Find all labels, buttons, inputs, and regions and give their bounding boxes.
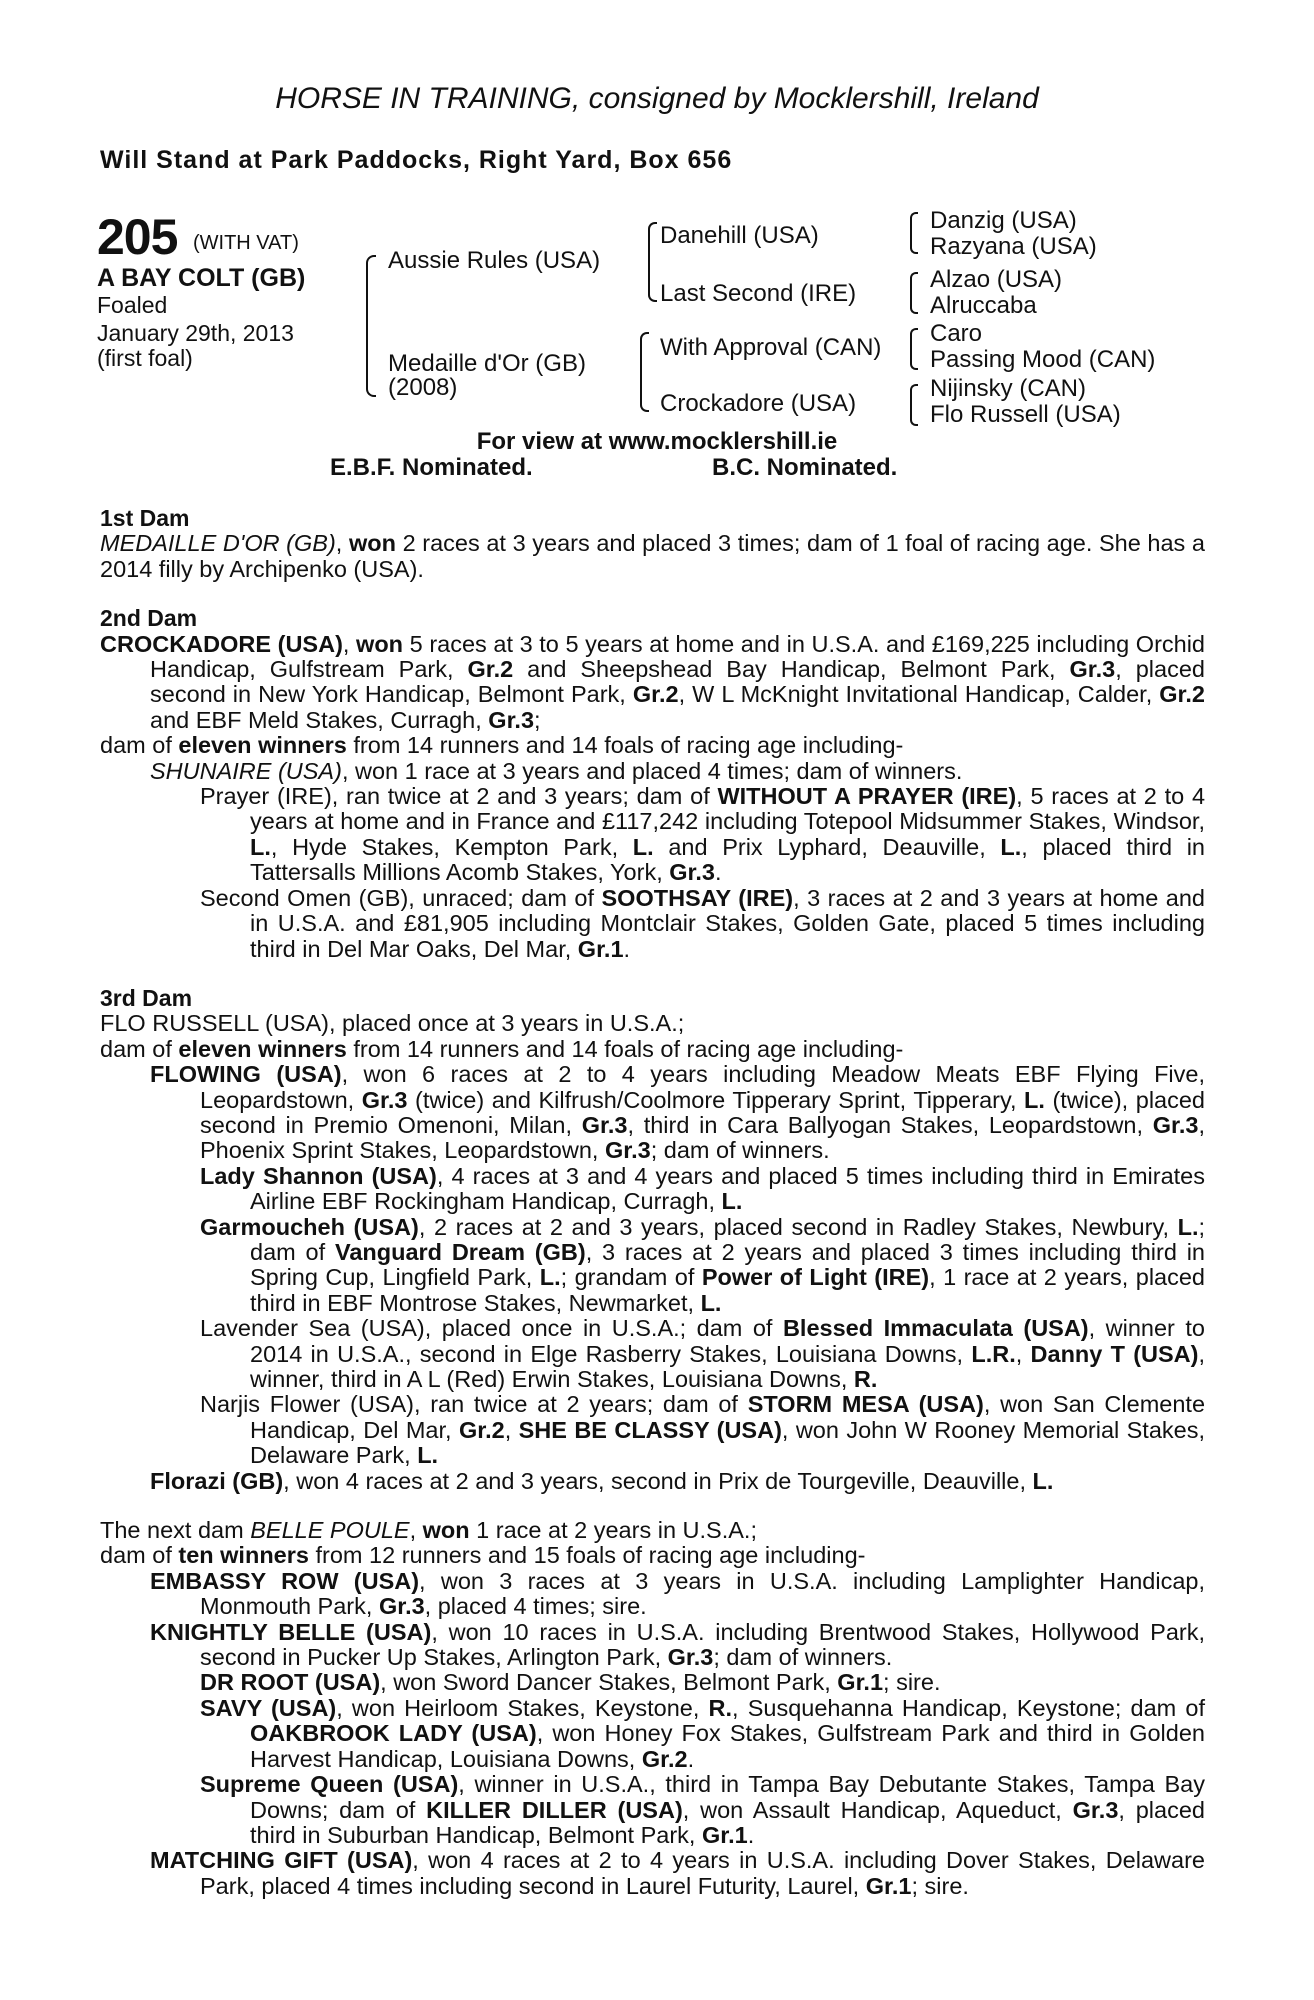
produce-prayer: Prayer (IRE), ran twice at 2 and 3 years; dam of WITHOUT A PRAYER (IRE), 5 races at 2 to 4 years at home and in France and £117,242 including Totepool Midsummer Stakes, Windsor, L., Hyde Stakes, Kempton Park, L. and Prix Lyphard, Deauville, L., placed third in Tattersalls Millions Acomb Stakes, York, Gr.3. — [200, 783, 1206, 886]
dam3-produce: dam of eleven winners from 14 runners and 14 foals of racing age including- — [100, 1035, 904, 1062]
foaled-label: Foaled — [97, 292, 168, 318]
produce-knightly-belle: KNIGHTLY BELLE (USA), won 10 races in U.S.A. including Brentwood Stakes, Hollywood Park, second in Pucker Up Stakes, Arlington Park, Gr.3; dam of winners. — [150, 1618, 1205, 1671]
brace-sire-parents — [648, 222, 657, 302]
brace-sire-dam — [366, 255, 376, 397]
lot-description: A BAY COLT (GB) — [97, 264, 306, 292]
pedigree-sire-sire: Danehill (USA) — [660, 222, 819, 249]
pedigree-sdd: Alruccaba — [930, 292, 1037, 319]
produce-savy: SAVY (USA), won Heirloom Stakes, Keystone, R., Susquehanna Handicap, Keystone; dam of OAKBROOK LADY (USA), won Honey Fox Stakes, Gulfstream Park and third in Golden Harvest Handicap, Louisiana Downs, Gr.2. — [200, 1694, 1205, 1772]
pedigree-dam-dam: Crockadore (USA) — [660, 390, 857, 417]
dam3-title: 3rd Dam — [100, 984, 193, 1011]
pedigree-notes — [100, 506, 1205, 1899]
pedigree-sire-dam: Last Second (IRE) — [660, 280, 857, 307]
produce-garmoucheh: Garmoucheh (USA), 2 races at 2 and 3 years, placed second in Radley Stakes, Newbury, L.; dam of Vanguard Dream (GB), 3 races at 2 years and placed 3 times including third in Spring Cup, Lingfield Park, L.; grandam of Power of Light (IRE), 1 race at 2 years, placed third in EBF Montrose Stakes, Newmarket, L. — [200, 1213, 1206, 1316]
pedigree-dss: Caro — [930, 320, 983, 347]
page-header: HORSE IN TRAINING, consigned by Mocklershill, Ireland — [275, 82, 1039, 115]
pedigree-dam-sire: With Approval (CAN) — [660, 334, 882, 361]
produce-embassy-row: EMBASSY ROW (USA), won 3 races at 3 years in U.S.A. including Lamplighter Handicap, Monmouth Park, Gr.3, placed 4 times; sire. — [150, 1567, 1205, 1620]
next-dam-produce: dam of ten winners from 12 runners and 15 foals of racing age including- — [100, 1542, 866, 1569]
vat-note: (WITH VAT) — [193, 232, 299, 254]
pedigree-ssd: Razyana (USA) — [930, 233, 1097, 260]
produce-second-omen: Second Omen (GB), unraced; dam of SOOTHSAY (IRE), 3 races at 2 and 3 years at home and in U.S.A. and £81,905 including Montclair Stakes, Golden Gate, placed 5 times including third in Del Mar Oaks, Del Mar, Gr.1. — [200, 884, 1205, 962]
pedigree-sss: Danzig (USA) — [930, 207, 1077, 234]
pedigree-dsd: Passing Mood (CAN) — [930, 346, 1156, 373]
produce-shunaire: SHUNAIRE (USA), won 1 race at 3 years and placed 4 times; dam of winners. — [150, 757, 963, 784]
dam2-text: CROCKADORE (USA), won 5 races at 3 to 5 years at home and in U.S.A. and £169,225 including Orchid Handicap, Gulfstream Park, Gr.2 and Sheepshead Bay Handicap, Belmont Park, Gr.3, placed second in New York Handicap, Belmont Park, Gr.2, W L McKnight Invitational Handicap, Calder, Gr.2 and EBF Meld Stakes, Curragh, Gr.3; — [100, 630, 1206, 733]
pedigree-dam: Medaille d'Or (GB) — [388, 350, 586, 377]
brace-dam-parents — [640, 332, 649, 412]
dam1-title: 1st Dam — [100, 505, 190, 531]
produce-lavender-sea: Lavender Sea (USA), placed once in U.S.A.; dam of Blessed Immaculata (USA), winner to 2014 in U.S.A., second in Elge Rasberry Stakes, Louisiana Downs, L.R., Danny T (USA), winner, third in A L (Red) Erwin Stakes, Louisiana Downs, R. — [200, 1315, 1206, 1392]
brace-g4 — [910, 384, 918, 426]
stand-location: Will Stand at Park Paddocks, Right Yard, Box 656 — [100, 146, 733, 174]
brace-g3 — [910, 328, 918, 370]
pedigree-sire: Aussie Rules (USA) — [388, 247, 601, 274]
foal-note: (first foal) — [97, 345, 193, 371]
produce-narjis-flower: Narjis Flower (USA), ran twice at 2 years; dam of STORM MESA (USA), won San Clemente Handicap, Del Mar, Gr.2, SHE BE CLASSY (USA), won John W Rooney Memorial Stakes, Delaware Park, L. — [200, 1391, 1206, 1469]
bc-nominated: B.C. Nominated. — [712, 454, 898, 481]
produce-flowing: FLOWING (USA), won 6 races at 2 to 4 years including Meadow Meats EBF Flying Five, Leopardstown, Gr.3 (twice) and Kilfrush/Coolmore Tipperary Sprint, Tipperary, L. (twice), placed second in Premio Omenoni, Milan, Gr.3, third in Cara Ballyogan Stakes, Leopardstown, Gr.3, Phoenix Sprint Stakes, Leopardstown, Gr.3; dam of winners. — [150, 1061, 1206, 1164]
dam2-produce: dam of eleven winners from 14 runners and 14 foals of racing age including- — [100, 732, 904, 759]
produce-lady-shannon: Lady Shannon (USA), 4 races at 3 and 4 years and placed 5 times including third in Emirates Airline EBF Rockingham Handicap, Curragh, L. — [200, 1162, 1205, 1215]
pedigree-sds: Alzao (USA) — [930, 266, 1063, 293]
pedigree-dds: Nijinsky (CAN) — [930, 375, 1086, 402]
produce-florazi: Florazi (GB), won 4 races at 2 and 3 years, second in Prix de Tourgeville, Deauville, L. — [150, 1467, 1054, 1494]
next-dam-text: The next dam BELLE POULE, won 1 race at 2 years in U.S.A.; — [100, 1517, 757, 1544]
pedigree-ddd: Flo Russell (USA) — [930, 401, 1121, 428]
lot-number: 205 — [97, 209, 178, 265]
produce-matching-gift: MATCHING GIFT (USA), won 4 races at 2 to 4 years in U.S.A. including Dover Stakes, Delaware Park, placed 4 times including second in Laurel Futurity, Laurel, Gr.1; sire. — [150, 1847, 1205, 1899]
produce-dr-root: DR ROOT (USA), won Sword Dancer Stakes, Belmont Park, Gr.1; sire. — [200, 1669, 941, 1696]
dam2-title: 2nd Dam — [100, 605, 198, 632]
ebf-nominated: E.B.F. Nominated. — [330, 454, 533, 481]
foaled-date: January 29th, 2013 — [97, 320, 294, 346]
brace-g2 — [910, 272, 918, 314]
view-link: For view at www.mocklershill.ie — [476, 428, 838, 455]
dam3-text: FLO RUSSELL (USA), placed once at 3 years in U.S.A.; — [100, 1010, 685, 1037]
dam1-text: MEDAILLE D'OR (GB), won 2 races at 3 years and placed 3 times; dam of 1 foal of racing age. She has a 2014 filly by Archipenko (USA). — [100, 530, 1206, 582]
pedigree-dam-year: (2008) — [388, 374, 458, 401]
brace-g1 — [910, 212, 918, 254]
produce-supreme-queen: Supreme Queen (USA), winner in U.S.A., third in Tampa Bay Debutante Stakes, Tampa Bay Downs; dam of KILLER DILLER (USA), won Assault Handicap, Aqueduct, Gr.3, placed third in Suburban Handicap, Belmont Park, Gr.1. — [200, 1771, 1205, 1848]
